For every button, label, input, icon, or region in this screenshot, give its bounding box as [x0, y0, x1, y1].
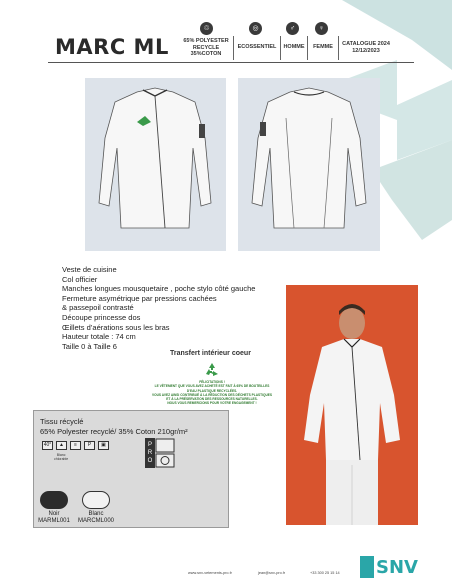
header-collection: ECOSSENTIEL [237, 44, 277, 50]
composition-line-2: RECYCLE [192, 44, 220, 51]
eco-text-line: ET À LA PRÉSERVATION DES RESSOURCES NATURELLES. [166, 397, 258, 402]
collection-icon: ◎ [249, 22, 262, 35]
svg-text:P: P [147, 442, 153, 448]
logo-mark-icon [360, 556, 374, 578]
man-icon: ♂ [286, 22, 299, 35]
eco-text-line: D'EAU PLASTIQUE RECYCLÉES. [186, 388, 238, 393]
description-line: Découpe princesse dos [62, 312, 141, 322]
eco-text-line: VOUS AVEZ AINSI CONTRIBUÉ À LA RÉDUCTION DES DÉCHETS PLASTIQUES [151, 392, 272, 397]
composition-icon: ♲ [200, 22, 213, 35]
header-divider [48, 62, 414, 63]
product-back-view [238, 78, 380, 251]
header-gender-woman: FEMME [313, 44, 333, 50]
care-note-line: Blanc [56, 453, 66, 457]
svg-text:O: O [147, 458, 153, 464]
footer-phone: +33 300 25 15 14 [310, 571, 340, 575]
brand-name: SNV [376, 556, 418, 578]
header-separator [338, 36, 339, 60]
model-illustration [286, 285, 418, 525]
catalogue-date: 12/12/2023 [352, 47, 380, 54]
eco-text-line: NOUS VOUS REMERCIONS POUR VOTRE ENGAGEMENT ! [167, 401, 257, 406]
description-line: Fermeture asymétrique par pressions cachées [62, 293, 217, 303]
swatch-white-ref: MARCML000 [78, 518, 115, 524]
swatch-black[interactable] [40, 491, 68, 509]
product-front-view [85, 78, 226, 251]
dry-clean-icon: P [84, 441, 95, 450]
description-line: Taille 0 à Taille 6 [62, 341, 117, 351]
description-line: Hauteur totale : 74 cm [62, 332, 136, 342]
iron-icon: ≡ [70, 441, 81, 450]
product-description [62, 265, 255, 351]
fabric-composition: 65% Polyester recyclé/ 35% Coton 210gr/m² [40, 427, 188, 436]
brand-logo [360, 556, 418, 578]
care-icons [42, 441, 109, 450]
swatch-white-label [78, 511, 114, 525]
description-line: Œillets d’aérations sous les bras [62, 322, 170, 332]
swatch-black-ref: MARML001 [38, 518, 70, 524]
swatch-white-name: Blanc [88, 511, 104, 517]
description-line: Veste de cuisine [62, 265, 117, 274]
care-icon-note [54, 453, 68, 461]
description-line: Manches longues mousquetaire , poche stylo côté gauche [62, 284, 256, 294]
wash-icon: 40° [43, 442, 52, 448]
care-panel [33, 410, 229, 528]
description-line: Col officier [62, 274, 98, 284]
eco-text-line: LE VÊTEMENT QUE VOUS AVEZ ACHETÉ EST FAIT À 65% DE BOUTEILLES [154, 384, 270, 389]
jacket-back-illustration [238, 78, 380, 251]
composition-line-1: 65% POLYESTER [183, 38, 229, 44]
jacket-front-illustration [85, 78, 226, 251]
composition-line-3: 35%COTON [190, 51, 222, 57]
tumble-dry-icon: ▣ [98, 441, 109, 450]
swatch-white[interactable] [82, 491, 110, 509]
header-catalogue [340, 41, 392, 54]
bleach-icon: ▲ [56, 441, 67, 450]
catalogue-name: CATALOGUE 2024 [342, 41, 390, 47]
product-title: MARC ML [55, 35, 169, 59]
care-note-line: chlorable [54, 457, 69, 461]
model-photo [286, 285, 418, 525]
eco-transfer-label [148, 362, 276, 406]
svg-text:R: R [147, 450, 153, 456]
footer-website[interactable]: www.snv-vetements-pro.fr [188, 571, 232, 575]
eco-text-line: FÉLICITATIONS ! [199, 380, 225, 384]
pro-wash-badge-icon [145, 438, 175, 468]
header-separator [233, 36, 234, 60]
recycle-icon [204, 362, 220, 378]
header-gender-man: HOMME [283, 44, 305, 50]
transfer-title: Transfert intérieur coeur [170, 350, 251, 357]
fabric-title: Tissu récyclé [40, 417, 84, 426]
swatch-black-name: Noir [48, 511, 60, 517]
description-line: & passepoil contrasté [62, 303, 134, 313]
woman-icon: ♀ [315, 22, 328, 35]
swatch-black-label [38, 511, 70, 525]
header-composition [180, 38, 232, 58]
footer-email[interactable]: jean@snv-pro.fr [258, 571, 286, 575]
